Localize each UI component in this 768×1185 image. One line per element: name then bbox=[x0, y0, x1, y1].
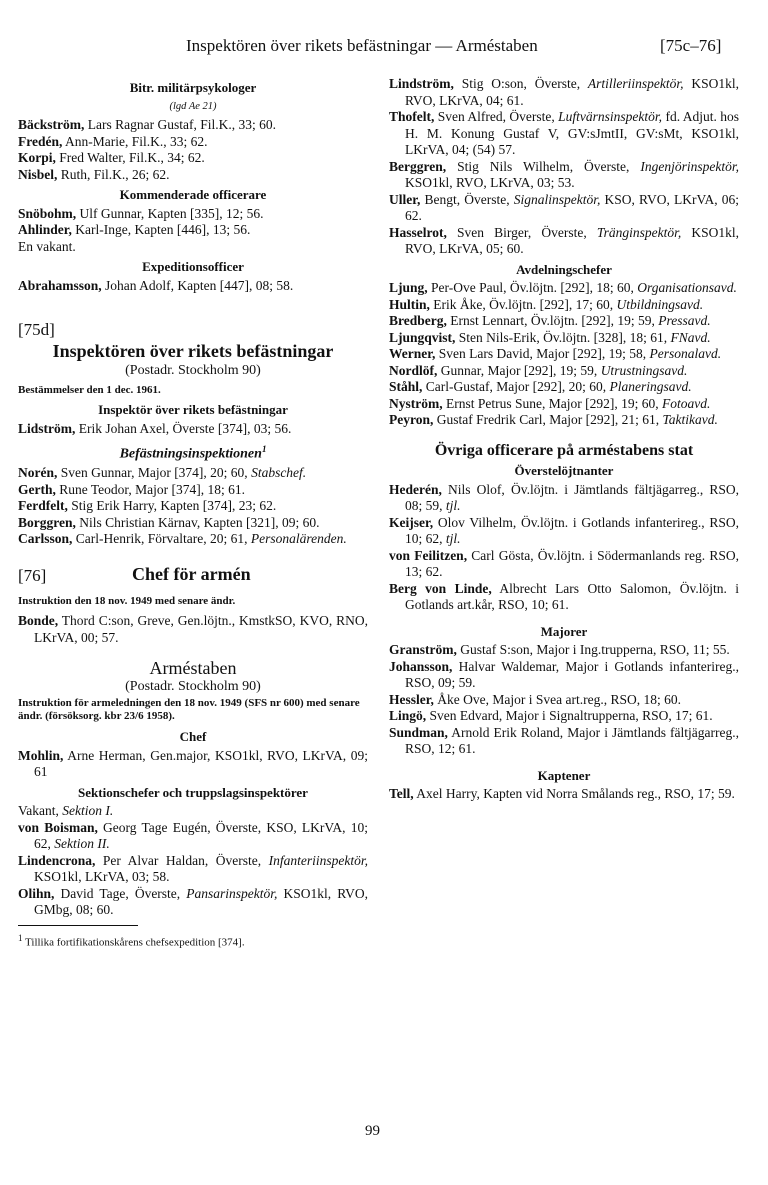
entry-name: Abrahamsson, bbox=[18, 277, 102, 293]
entry-name: Lingö, bbox=[389, 708, 427, 723]
kaptener-list bbox=[389, 786, 739, 803]
entry bbox=[18, 531, 368, 548]
entry-name: Bredberg, bbox=[389, 313, 447, 328]
avd-heading: Avdelningschefer bbox=[516, 261, 612, 277]
entry-name: Carlsson, bbox=[18, 531, 73, 547]
entry-role: Sektion II. bbox=[54, 836, 110, 852]
insp-heading: Inspektör över rikets befästningar bbox=[98, 402, 288, 417]
entry-name: Lindström, bbox=[389, 76, 454, 91]
entry-text-cont: KSO1kl, RVO, LKrVA, 05; 60. bbox=[405, 224, 739, 256]
entry-text: Georg Tage Eugén, Överste, KSO, LKrVA, 10; 62, bbox=[34, 819, 368, 852]
entry bbox=[18, 820, 368, 853]
entry bbox=[389, 515, 739, 548]
entry-role: Pressavd. bbox=[658, 313, 711, 328]
majorer-list bbox=[389, 642, 739, 758]
entry-name: von Boisman, bbox=[18, 819, 98, 835]
entry-name: Ljung, bbox=[389, 280, 428, 295]
entry-role: Taktikavd. bbox=[662, 412, 718, 427]
entry bbox=[389, 396, 739, 413]
entry bbox=[389, 642, 739, 659]
entry-text: Axel Harry, Kapten vid Norra Smålands reg., RSO, 17; 59. bbox=[413, 786, 735, 801]
entry-text: Arnold Erik Roland, Major i Jämtlands fältjägarreg., RSO, 12; 61. bbox=[405, 724, 739, 756]
entry-name: Granström, bbox=[389, 642, 457, 657]
running-head-ref: [75c–76] bbox=[660, 36, 722, 55]
entry bbox=[18, 515, 368, 532]
entry-name: Peyron, bbox=[389, 412, 434, 427]
entry-name: Nisbel, bbox=[18, 166, 58, 182]
entry-text: Olov Vilhelm, Öv.löjtn. i Gotlands infanterireg., RSO, 10; 62, bbox=[405, 514, 739, 546]
footnote-divider bbox=[18, 925, 138, 926]
entry-name: Borggren, bbox=[18, 514, 76, 530]
kaptener-heading: Kaptener bbox=[537, 767, 591, 783]
entry bbox=[389, 76, 739, 109]
chefarmen-list bbox=[18, 613, 368, 646]
bitr-heading: Bitr. militärpsykologer bbox=[129, 80, 257, 95]
footnote-text: Tillika fortifikationskårens chefsexpedition [374]. bbox=[22, 936, 245, 949]
entry-name: Nordlöf, bbox=[389, 362, 438, 378]
entry-text: Erik Johan Axel, Överste [374], 03; 56. bbox=[75, 420, 292, 436]
entry-text: Bengt, Överste, bbox=[420, 191, 514, 207]
section-title-76: Chef för armén bbox=[132, 563, 251, 584]
entry-name: Thofelt, bbox=[389, 109, 435, 124]
entry-name: Olihn, bbox=[18, 885, 55, 901]
entry-name: Ljungqvist, bbox=[389, 329, 456, 345]
entry-text-cont: KSO1kl, LKrVA, 03; 58. bbox=[34, 869, 170, 885]
running-head-title: Inspektören över rikets befästningar — Arméstaben bbox=[186, 36, 538, 55]
entry-role: Organisationsavd. bbox=[637, 280, 737, 295]
sekt-vakant-text: Vakant, bbox=[18, 803, 63, 819]
entry-name: von Feilitzen, bbox=[389, 547, 468, 563]
entry-text: Ruth, Fil.K., 26; 62. bbox=[57, 166, 170, 182]
entry-name: Bonde, bbox=[18, 613, 59, 629]
entry-text: Karl-Inge, Kapten [446], 13; 56. bbox=[71, 222, 251, 237]
entry bbox=[389, 581, 739, 614]
entry-role: Ingenjörinspektör, bbox=[640, 158, 739, 174]
postal-address-75d: (Postadr. Stockholm 90) bbox=[125, 363, 261, 378]
exp-list bbox=[18, 278, 368, 295]
entry-text: Per Alvar Haldan, Överste, bbox=[95, 852, 269, 868]
entry-role: Planeringsavd. bbox=[609, 379, 692, 394]
entry bbox=[18, 613, 368, 646]
entry-role: Utrustningsavd. bbox=[600, 362, 688, 378]
instruction-note-76: Instruktion den 18 nov. 1949 med senare ändr. bbox=[18, 594, 236, 607]
entry-text: David Tage, Överste, bbox=[54, 885, 187, 901]
entry-text: Åke Ove, Major i Svea art.reg., RSO, 18; 60. bbox=[433, 691, 681, 707]
entry-name: Hederén, bbox=[389, 481, 442, 497]
entry bbox=[18, 278, 368, 295]
section-code-76: [76] bbox=[18, 565, 47, 585]
entry-text: Carl Gösta, Öv.löjtn. i Södermanlands reg. RSO, 13; 62. bbox=[405, 547, 739, 579]
entry-text-cont: KSO1kl, RVO, LKrVA, 04; 61. bbox=[405, 76, 739, 108]
left-column bbox=[18, 76, 368, 951]
chef-heading: Chef bbox=[179, 729, 207, 745]
entry bbox=[389, 379, 739, 396]
entry-text: Ulf Gunnar, Kapten [335], 12; 56. bbox=[76, 205, 264, 221]
entry-name: Tell, bbox=[389, 786, 414, 801]
entry-text: Sven Lars David, Major [292], 19; 58, bbox=[435, 346, 650, 361]
entry bbox=[389, 692, 739, 709]
entry-text: Per-Ove Paul, Öv.löjtn. [292], 18; 60, bbox=[427, 280, 638, 295]
overst-list bbox=[389, 482, 739, 614]
entry bbox=[18, 134, 368, 151]
komm-heading: Kommenderade officerare bbox=[119, 187, 267, 202]
entry-text: Erik Åke, Öv.löjtn. [292], 17; 60, bbox=[429, 296, 617, 312]
entry-text: Nils Olof, Öv.löjtn. i Jämtlands fältjägarreg., RSO, 08; 59, bbox=[405, 481, 739, 513]
entry-name: Berg von Linde, bbox=[389, 580, 492, 596]
entry-role: Luftvärnsinspektör, bbox=[558, 109, 663, 124]
entry bbox=[389, 482, 739, 515]
entry bbox=[389, 159, 739, 192]
entry-text: Gustaf Fredrik Carl, Major [292], 21; 61, bbox=[433, 412, 663, 427]
entry bbox=[389, 659, 739, 692]
entry-name: Hessler, bbox=[389, 691, 434, 707]
entry-name: Snöbohm, bbox=[18, 205, 77, 221]
entry-role: Artilleriinspektör, bbox=[587, 76, 684, 91]
entry-text: Sven Alfred, Överste, bbox=[434, 109, 559, 124]
entry-name: Berggren, bbox=[389, 158, 447, 174]
insp-list bbox=[18, 421, 368, 438]
entry-name: Keijser, bbox=[389, 514, 434, 530]
entry-name: Bäckström, bbox=[18, 117, 85, 132]
entry bbox=[18, 167, 368, 184]
entry-name: Lindencrona, bbox=[18, 852, 96, 868]
section-title-75d: Inspektören över rikets befästningar bbox=[52, 340, 334, 361]
entry bbox=[18, 117, 368, 134]
bitr-list bbox=[18, 117, 368, 183]
running-head bbox=[0, 30, 768, 60]
entry-text: Thord C:son, Greve, Gen.löjtn., KmstkSO, KVO, RNO, LKrVA, 00; 57. bbox=[34, 613, 368, 645]
right-column bbox=[389, 76, 739, 803]
entry-role: Tränginspektör, bbox=[596, 224, 682, 240]
entry-text: Stig Nils Wilhelm, Överste, bbox=[446, 158, 641, 174]
sekt-heading: Sektionschefer och truppslagsinspektörer bbox=[78, 784, 308, 800]
entry bbox=[389, 109, 739, 159]
entry-name: Johansson, bbox=[389, 658, 453, 674]
sekt-vakant bbox=[18, 803, 368, 820]
entry bbox=[389, 330, 739, 347]
entry-text: Johan Adolf, Kapten [447], 08; 58. bbox=[101, 277, 294, 293]
entry-name: Ståhl, bbox=[389, 379, 423, 394]
entry-text: Arne Herman, Gen.major, KSO1kl, RVO, LKrVA, 09; 61 bbox=[34, 747, 368, 780]
entry bbox=[389, 346, 739, 363]
section-code-75d: [75d] bbox=[18, 320, 55, 339]
entry-role: Personalärenden. bbox=[250, 531, 347, 547]
entry-text-cont: fd. Adjut. hos H. M. Konung Gustaf V, GV:sJmtII, GV:sMt, KSO1kl, LKrVA, 04; (54) 57. bbox=[405, 109, 739, 157]
entry-text: Sten Nils-Erik, Öv.löjtn. [328], 18; 61, bbox=[455, 329, 671, 345]
entry-role: tjl. bbox=[445, 498, 461, 513]
entry-name: Lidström, bbox=[18, 420, 76, 436]
vakant-note: En vakant. bbox=[18, 238, 76, 254]
entry-role: Fotoavd. bbox=[661, 395, 711, 411]
entry bbox=[389, 297, 739, 314]
entry-name: Korpi, bbox=[18, 150, 56, 165]
armestaben-instruction: Instruktion för armeledningen den 18 nov. 1949 (SFS nr 600) med senare ändr. (försöksorg. kbr 23/6 1958). bbox=[18, 697, 360, 723]
entry bbox=[18, 222, 368, 239]
entry bbox=[18, 206, 368, 223]
entry-name: Nyström, bbox=[389, 395, 443, 411]
entry bbox=[18, 498, 368, 515]
entry-text: Nils Christian Kärnav, Kapten [321], 09; 60. bbox=[75, 514, 320, 530]
entry-text: Stig O:son, Överste, bbox=[453, 76, 588, 91]
entry-text: Ernst Petrus Sune, Major [292], 19; 60, bbox=[442, 395, 662, 411]
entry bbox=[389, 708, 739, 725]
chef-list bbox=[18, 748, 368, 781]
entry bbox=[389, 280, 739, 297]
entry bbox=[389, 363, 739, 380]
footnote bbox=[18, 930, 368, 951]
entry bbox=[18, 150, 368, 167]
entry-text: Carl-Gustaf, Major [292], 20; 60, bbox=[422, 379, 610, 394]
entry bbox=[18, 482, 368, 499]
entry-text: Rune Teodor, Major [374], 18; 61. bbox=[55, 481, 245, 497]
entry-name: Hultin, bbox=[389, 296, 430, 312]
entry-role: Signalinspektör, bbox=[513, 191, 601, 207]
bef-heading bbox=[18, 441, 368, 463]
entry-text: Gunnar, Major [292], 19; 59, bbox=[437, 362, 601, 378]
entry-text: Sven Gunnar, Major [374], 20; 60, bbox=[57, 465, 252, 481]
section-76-row bbox=[18, 564, 368, 592]
entry-text: Carl-Henrik, Förvaltare, 20; 61, bbox=[72, 531, 251, 547]
entry bbox=[18, 465, 368, 482]
bef-heading-text: Befästningsinspektionen bbox=[119, 446, 262, 462]
inspectors-list bbox=[389, 76, 739, 258]
entry-text-cont: KSO1kl, RVO, LKrVA, 03; 53. bbox=[405, 175, 575, 190]
entry-text: Sven Edvard, Major i Signaltrupperna, RSO, 17; 61. bbox=[426, 708, 713, 723]
entry-role: Pansarinspektör, bbox=[186, 885, 278, 901]
entry bbox=[389, 192, 739, 225]
entry bbox=[389, 786, 739, 803]
entry-text: Gustaf S:son, Major i Ing.trupperna, RSO, 11; 55. bbox=[456, 642, 730, 657]
entry-name: Mohlin, bbox=[18, 747, 64, 763]
page-number: 99 bbox=[365, 1123, 380, 1139]
entry-text: Fred Walter, Fil.K., 34; 62. bbox=[55, 150, 205, 165]
entry-name: Fredén, bbox=[18, 133, 63, 149]
regulation-note-75d: Bestämmelser den 1 dec. 1961. bbox=[18, 383, 161, 396]
entry-role: FNavd. bbox=[670, 329, 711, 345]
entry-name: Sundman, bbox=[389, 724, 448, 740]
entry bbox=[389, 725, 739, 758]
entry bbox=[18, 886, 368, 919]
entry-role: Utbildningsavd. bbox=[616, 296, 704, 312]
komm-list bbox=[18, 206, 368, 239]
entry-name: Ferdfelt, bbox=[18, 498, 68, 514]
entry-text: Ernst Lennart, Öv.löjtn. [292], 19; 59, bbox=[446, 313, 659, 328]
entry-name: Werner, bbox=[389, 346, 436, 361]
bef-list bbox=[18, 465, 368, 548]
entry-name: Norén, bbox=[18, 465, 58, 481]
entry-text: Albrecht Lars Otto Salomon, Öv.löjtn. i Gotlands art.kår, RSO, 10; 61. bbox=[405, 580, 739, 612]
entry-name: Gerth, bbox=[18, 481, 56, 497]
entry-text-cont: KSO1kl, RVO, GMbg, 08; 60. bbox=[34, 885, 368, 918]
entry bbox=[389, 225, 739, 258]
entry-name: Uller, bbox=[389, 191, 421, 207]
bitr-subheading: (lgd Ae 21) bbox=[169, 100, 217, 112]
overst-heading: Överstelöjtnanter bbox=[514, 463, 614, 478]
exp-heading: Expeditionsofficer bbox=[142, 259, 244, 274]
entry-role: Personalavd. bbox=[649, 346, 722, 361]
entry bbox=[18, 853, 368, 886]
entry-text: Ann-Marie, Fil.K., 33; 62. bbox=[62, 133, 208, 149]
entry-text-cont: KSO, RVO, LKrVA, 06; 62. bbox=[405, 191, 739, 223]
majorer-heading: Majorer bbox=[540, 623, 588, 639]
entry bbox=[389, 412, 739, 429]
entry bbox=[389, 548, 739, 581]
sekt-vakant-ital: Sektion I. bbox=[62, 803, 114, 819]
entry bbox=[389, 313, 739, 330]
armestaben-address: (Postadr. Stockholm 90) bbox=[125, 678, 261, 694]
entry-name: Ahlinder, bbox=[18, 222, 72, 237]
sekt-list bbox=[18, 820, 368, 919]
entry-role: tjl. bbox=[445, 531, 461, 546]
entry bbox=[18, 748, 368, 781]
entry-text: Sven Birger, Överste, bbox=[446, 224, 597, 240]
entry-role: Infanteriinspektör, bbox=[268, 852, 368, 868]
armestaben-title: Arméstaben bbox=[149, 658, 237, 679]
entry-text: Halvar Waldemar, Major i Gotlands infanterireg., RSO, 09; 59. bbox=[405, 658, 739, 690]
entry-text: Stig Erik Harry, Kapten [374], 23; 62. bbox=[67, 498, 277, 514]
entry-text: Lars Ragnar Gustaf, Fil.K., 33; 60. bbox=[84, 117, 276, 132]
footnote-number: 1 bbox=[18, 932, 23, 943]
footnote-ref: 1 bbox=[261, 444, 267, 454]
ovriga-heading: Övriga officerare på arméstabens stat bbox=[434, 441, 694, 459]
avd-list bbox=[389, 280, 739, 429]
entry-name: Hasselrot, bbox=[389, 224, 447, 240]
entry bbox=[18, 421, 368, 438]
entry-role: Stabschef. bbox=[251, 465, 307, 481]
